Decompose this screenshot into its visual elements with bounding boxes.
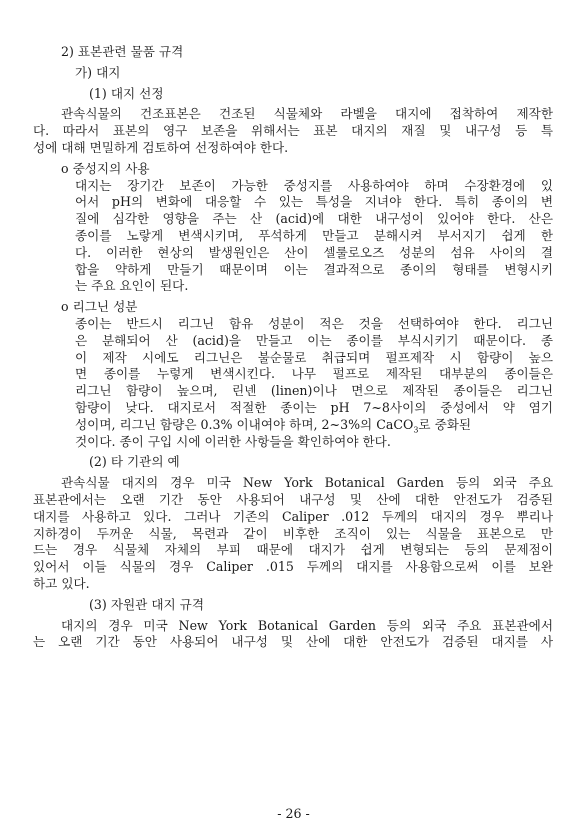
other-line-1: 관속식물 대지의 경우 미국 New York Botanical Garden 등의 외국 주요 (61, 475, 553, 491)
neutral-line-2: 어서 pH의 변화에 대응할 수 있는 특성을 지녀야 한다. 특히 종이의 변 (75, 194, 553, 210)
item-3-heading: (3) 자원관 대지 규격 (89, 596, 205, 612)
neutral-line-6: 합을 약하게 만들기 때문이며 이는 결과적으로 종이의 형태를 변형시키 (75, 261, 553, 277)
other-line-4: 지하경이 두꺼운 식물, 목련과 같이 비후한 조직이 있는 식물을 표본으로 만 (33, 525, 553, 541)
other-line-5: 드는 경우 식물체 자체의 부피 때문에 대지가 쉽게 변형되는 등의 문제점이 (33, 542, 553, 558)
lignin-line-3: 이 제작 시에도 리그닌은 불순물로 취급되며 펄프제작 시 함량이 높으 (75, 349, 553, 365)
other-line-3: 대지를 사용하고 있다. 그러나 기존의 Caliper .012 두께의 대지의 경우 뿌리나 (33, 508, 553, 524)
subsection-a-heading: 가) 대지 (75, 64, 121, 80)
section-title: 2) 표본관련 물품 규격 (61, 44, 184, 59)
item-2-heading: (2) 타 기관의 예 (89, 454, 180, 470)
spec-line-2: 는 오랜 기간 동안 사용되어 내구성 및 산에 대한 안전도가 검증된 대지를 사 (33, 634, 553, 650)
lignin-line-4: 면 종이를 누렇게 변색시킨다. 나무 펄프로 제작된 대부분의 종이들은 (75, 366, 553, 382)
other-line-6: 있어서 이들 식물의 경우 Caliper .015 두께의 대지를 사용함으로써 이를 보완 (33, 559, 553, 575)
lignin-line-5: 리그닌 함량이 높으며, 린넨 (linen)이나 면으로 제작된 종이들은 리그닌 (75, 383, 553, 399)
other-line-2: 표본관에서는 오랜 기간 동안 사용되어 내구성 및 산에 대한 안전도가 검증된 (33, 492, 553, 507)
bullet-neutral-paper: o 중성지의 사용 (61, 160, 150, 176)
intro-line-2: 다. 따라서 표본의 영구 보존을 위해서는 표본 대지의 재질 및 내구성 등 특 (33, 123, 553, 139)
lignin-line-6: 함량이 낮다. 대지로서 적절한 종이는 pH 7~8사이의 중성에서 약 염기 (75, 400, 553, 415)
bullet-lignin: o 리그닌 성분 (61, 299, 138, 315)
lignin-line-2: 은 분해되어 산 (acid)을 만들고 이는 종이를 부식시키기 때문이다. 종 (75, 332, 553, 348)
lignin-line-7 (75, 417, 553, 433)
intro-line-3: 성에 대해 면밀하게 검토하여 선정하여야 한다. (33, 140, 289, 155)
spec-line-1: 대지의 경우 미국 New York Botanical Garden 등의 외국 주요 표본관에서 (61, 617, 553, 633)
neutral-line-4: 종이를 노랗게 변색시키며, 푸석하게 만들고 분해시켜 부서지기 쉽게 한 (75, 228, 553, 243)
page-number: - 26 - (277, 806, 310, 821)
item-1-heading: (1) 대지 선정 (89, 85, 164, 101)
lignin-line-7-tail: 로 중화된 (418, 416, 472, 432)
lignin-line-7-text: 성이며, 리그닌 함량은 0.3% 이내여야 하며, 2~3%의 CaCO (75, 416, 414, 432)
intro-line-1: 관속식물의 건조표본은 건조된 식물체와 라벨을 대지에 접착하여 제작한 (61, 106, 553, 122)
neutral-line-1: 대지는 장기간 보존이 가능한 중성지를 사용하여야 하며 수장환경에 있 (75, 177, 553, 193)
lignin-line-8: 것이다. 종이 구입 시에 이러한 사항들을 확인하여야 한다. (75, 433, 391, 449)
other-line-7: 하고 있다. (33, 576, 90, 591)
caco3-subscript: 3 (413, 425, 419, 435)
neutral-line-7: 는 주요 요인이 된다. (75, 278, 189, 294)
neutral-line-3: 질에 심각한 영향을 주는 산 (acid)에 대한 내구성이 있어야 한다. 산은 (75, 211, 553, 227)
lignin-line-1: 종이는 반드시 리그닌 함유 성분이 적은 것을 선택하여야 한다. 리그닌 (75, 316, 553, 331)
neutral-line-5: 다. 이러한 현상의 발생원인은 산이 셀룰로오즈 성분의 섬유 사이의 결 (75, 244, 553, 260)
